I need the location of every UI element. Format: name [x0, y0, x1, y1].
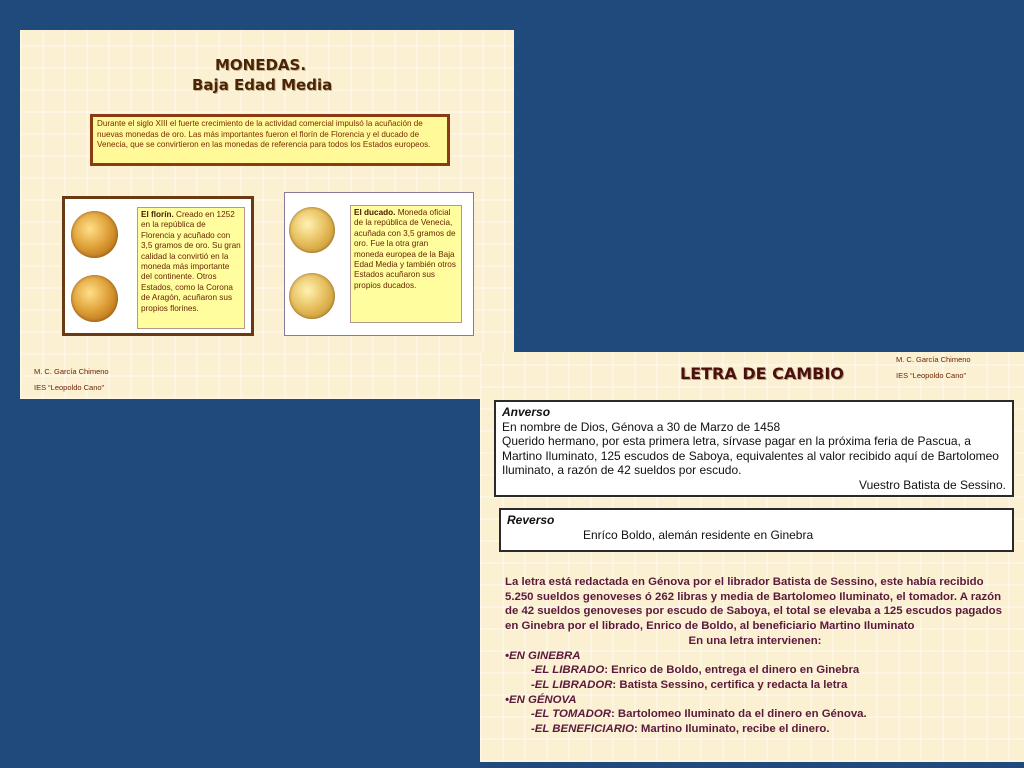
- school-name: IES “Leopoldo Cano”: [34, 383, 105, 392]
- reverso-box: [499, 508, 1014, 552]
- librado-item: [505, 663, 1005, 678]
- genova-heading: •EN GÉNOVA: [505, 693, 577, 706]
- tomador-text: : Bartolomeo Iluminato da el dinero en Génova.: [610, 708, 867, 721]
- florin-description: [137, 207, 245, 329]
- florin-panel: [62, 196, 254, 336]
- ducado-name: El ducado.: [354, 208, 396, 217]
- anverso-date-line: En nombre de Dios, Génova a 30 de Marzo de 1458: [502, 419, 781, 434]
- florin-name: El florín.: [141, 210, 174, 219]
- ducado-description: [350, 205, 462, 323]
- librado-role: -EL LIBRADO: [531, 664, 605, 677]
- slide-title: LETRA DE CAMBIO: [680, 364, 844, 383]
- gold-coin-icon: [289, 207, 335, 253]
- author-name: M. C. García Chimeno: [896, 355, 971, 364]
- anverso-box: [494, 400, 1014, 497]
- anverso-signature: Vuestro Batista de Sessino.: [859, 477, 1006, 492]
- reverso-text: Enríco Boldo, alemán residente en Ginebra: [583, 527, 814, 542]
- slide-title: MONEDAS.: [215, 56, 307, 74]
- florin-text: Creado en 1252 en la república de Florencia y acuñado con 3,5 gramos de oro. Su gran calidad la convirtió en la moneda más importante del continente. Otros Estados, como la Corona de Aragón, acuñaron sus propios florines.: [141, 210, 241, 313]
- school-name: IES “Leopoldo Cano”: [896, 371, 967, 380]
- librador-role: -EL LIBRADOR: [531, 678, 613, 691]
- beneficiario-role: -EL BENEFICIARIO: [531, 723, 634, 736]
- credits: [34, 364, 109, 396]
- librador-item: [505, 678, 1005, 693]
- anverso-body: Querido hermano, por esta primera letra, sírvase pagar en la próxima feria de Pascua, a Martino Iluminato, 125 escudos de Saboya, equivalentes al valor recibido aquí de Bartolomeo Iluminato, a razón de 42 sueldos por escudo.: [502, 434, 999, 477]
- slide-subtitle: Baja Edad Media: [192, 76, 333, 94]
- gold-coin-icon: [71, 211, 118, 258]
- tomador-item: [505, 707, 1005, 722]
- ducado-panel: [284, 192, 474, 336]
- ducado-text: Moneda oficial de la república de Venecia, acuñada con 3,5 gramos de oro. Fue la otra gran moneda europea de la Baja Edad Media y también otros Estados acuñaron sus propios ducados.: [354, 208, 456, 290]
- intervienen-heading: En una letra intervienen:: [688, 634, 822, 647]
- gold-coin-icon: [71, 275, 118, 322]
- credits: [896, 352, 971, 384]
- tomador-role: -EL TOMADOR: [531, 708, 611, 721]
- anverso-heading: Anverso: [502, 405, 551, 419]
- librador-text: : Batista Sessino, certifica y redacta la letra: [612, 678, 848, 691]
- explanation-block: [505, 575, 1005, 737]
- slide-monedas: [20, 30, 514, 399]
- author-name: M. C. García Chimeno: [34, 367, 109, 376]
- gold-coin-icon: [289, 273, 335, 319]
- reverso-heading: Reverso: [507, 513, 555, 527]
- slide-letra-de-cambio: [480, 352, 1024, 762]
- librado-text: : Enrico de Boldo, entrega el dinero en Ginebra: [604, 664, 860, 677]
- explanation-paragraph: La letra está redactada en Génova por el librador Batista de Sessino, este había recibido 5.250 sueldos genoveses ó 262 libras y media de Bartolomeo Iluminato, el tomador. A razón de 42 sueldos genoveses por escudo de Saboya, el total se elevaba a 125 escudos pagados en Ginebra por el librado, Enrico de Boldo, al beneficiario Martino Iluminato: [505, 576, 1002, 633]
- beneficiario-text: : Martino Iluminato, recibe el dinero.: [633, 723, 830, 736]
- intro-text-box: Durante el siglo XIII el fuerte crecimiento de la actividad comercial impulsó la acuñación de nuevas monedas de oro. Las más importantes fueron el florín de Florencia y el ducado de Venecia, que se convirtieron en las monedas de referencia para todos los Estados europeos.: [90, 114, 450, 166]
- ginebra-heading: •EN GINEBRA: [505, 649, 581, 662]
- beneficiario-item: [505, 722, 1005, 737]
